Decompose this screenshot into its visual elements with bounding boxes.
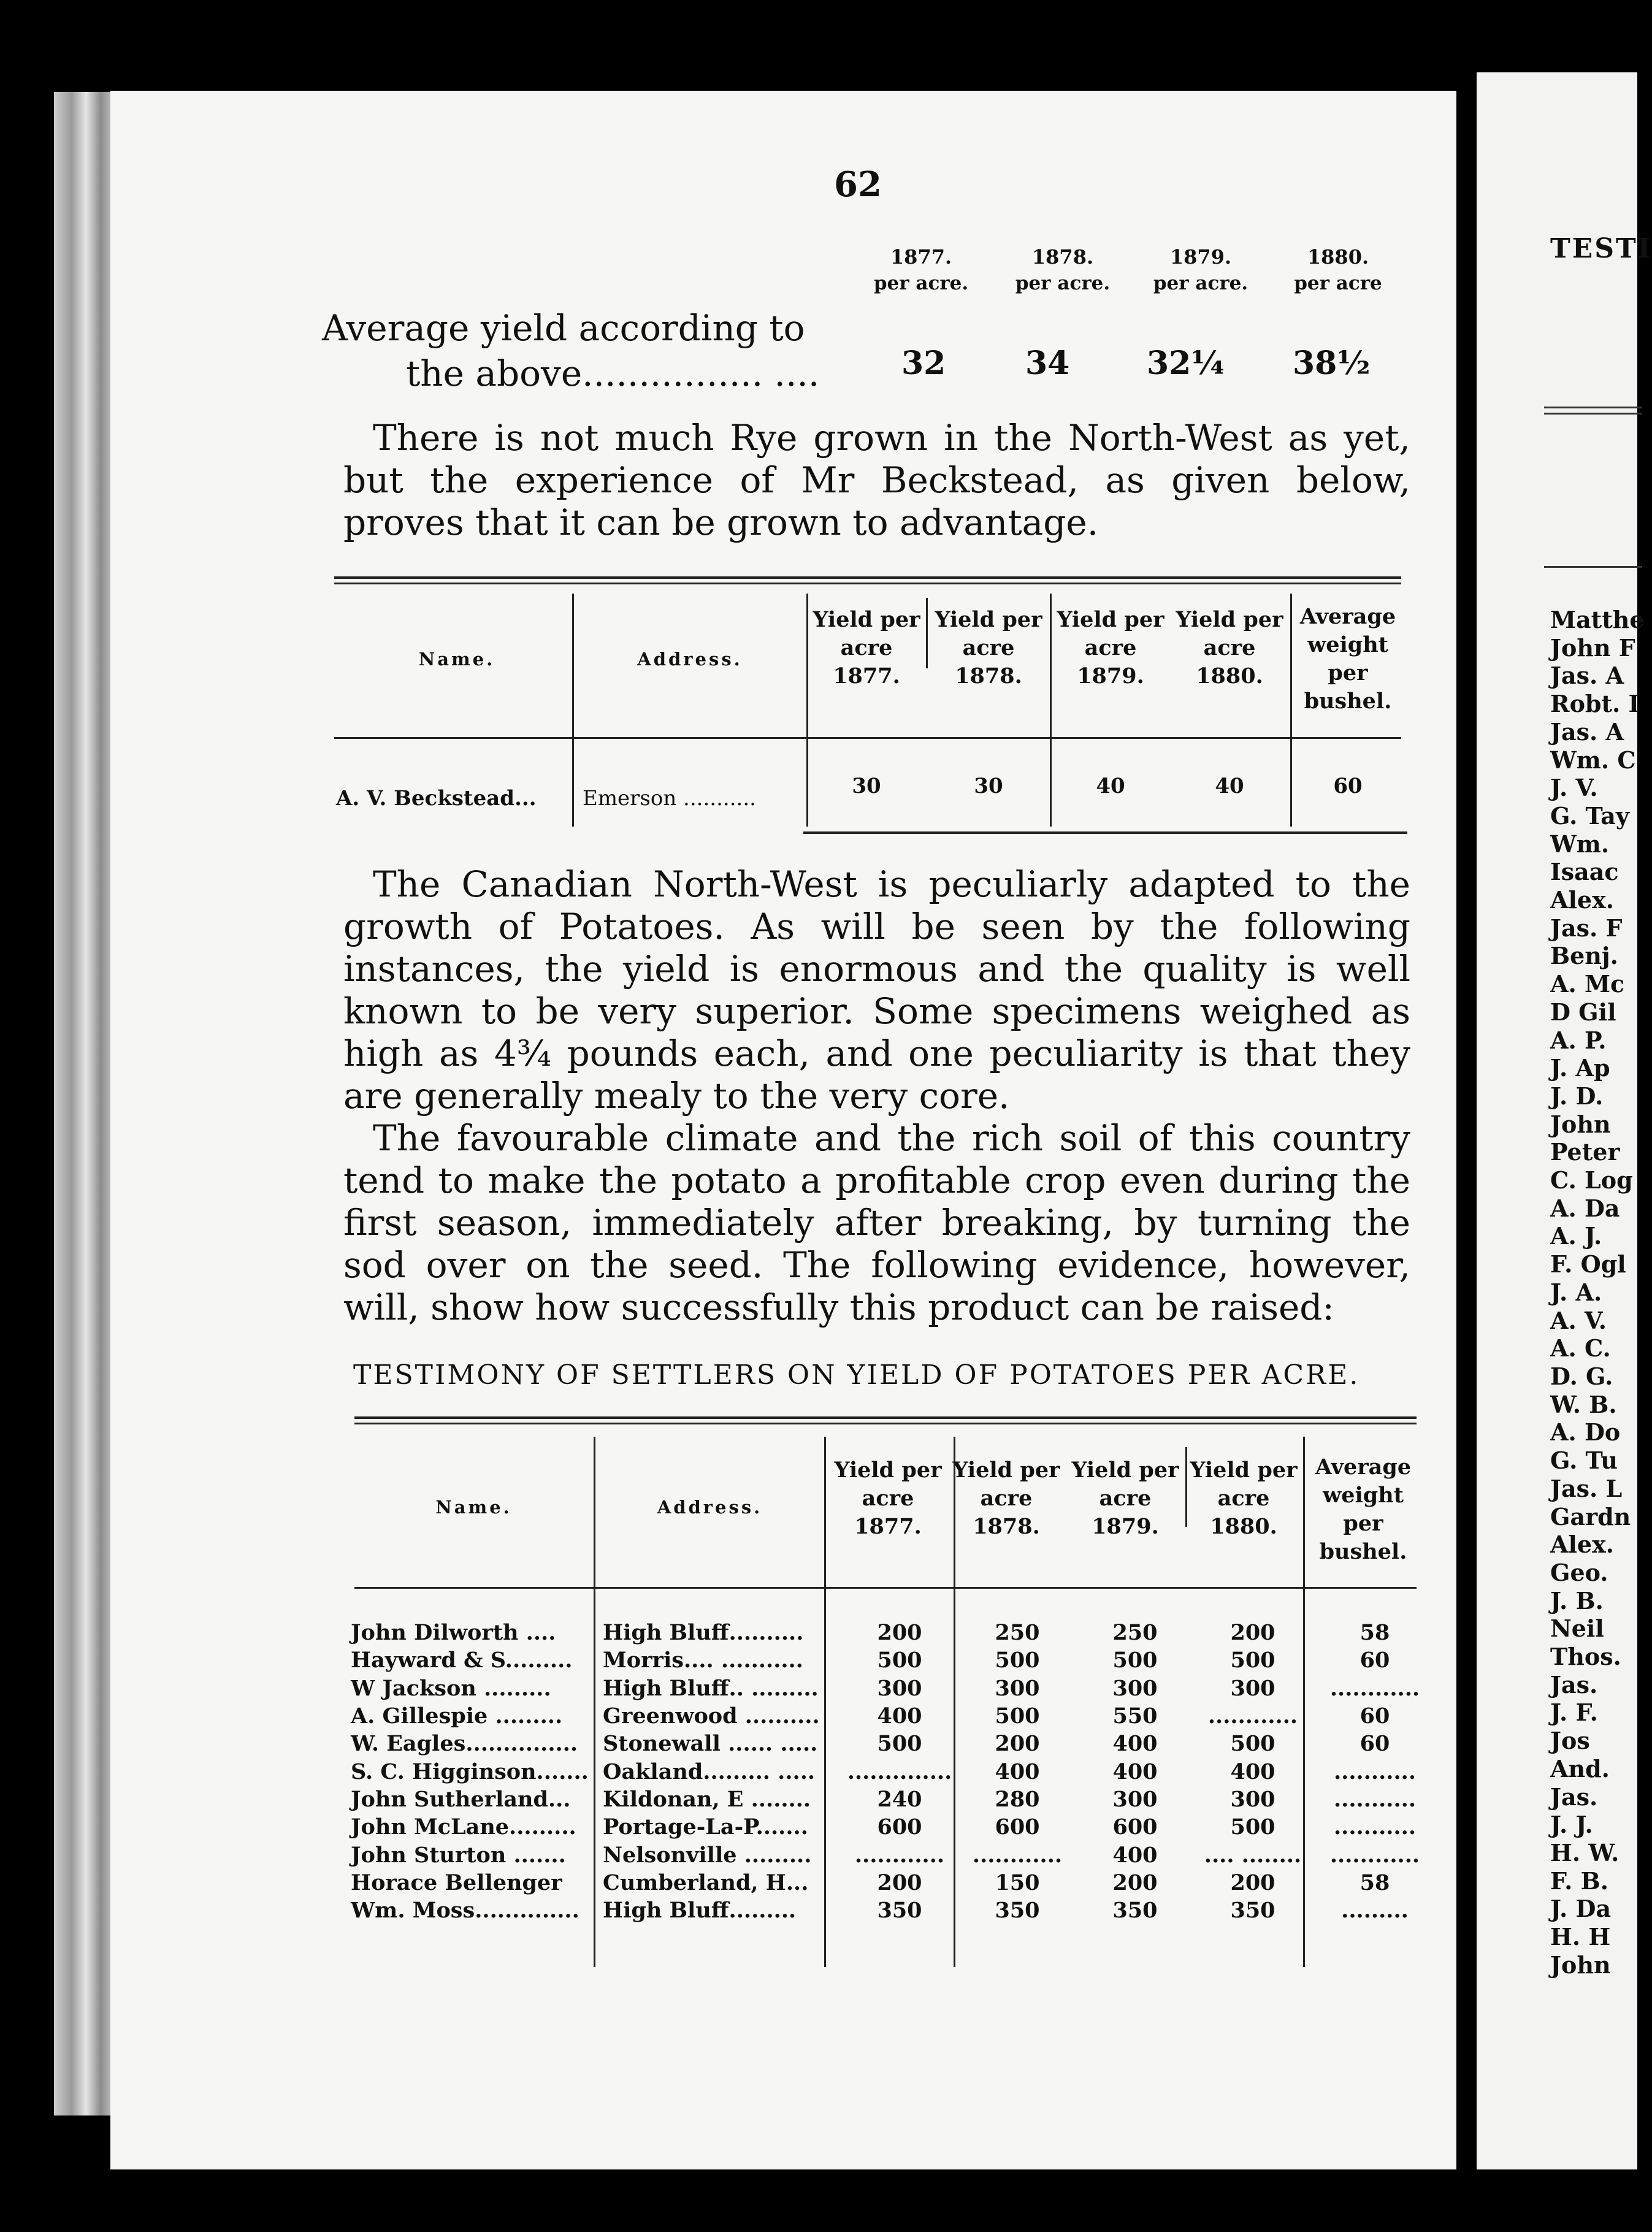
yield-1879: 500 [1112,1648,1158,1673]
weight-per-bushel: ........... [1333,1814,1417,1840]
settler-address: Cumberland, H... [603,1870,809,1895]
next-page-name: A. J. [1550,1222,1602,1250]
yield-1879: 200 [1112,1870,1158,1895]
table-row [351,1646,1438,1674]
settler-name: Hayward & S......... [351,1648,573,1673]
settler-address: Greenwood .......... [603,1703,820,1729]
rye-row-1877: 30 [852,774,881,798]
table-row [351,1675,1438,1702]
next-page-name: Wm. [1550,830,1610,858]
potato-table-top-rule [354,1423,1417,1424]
yield-1880: 500 [1230,1731,1275,1757]
yield-1879: 400 [1112,1759,1158,1784]
potato-header-name: Name. [435,1497,512,1518]
table-row [351,1619,1438,1646]
yield-1880: .... ........ [1204,1842,1302,1868]
page-number: 62 [834,164,882,205]
table-row [351,1757,1438,1785]
settler-name: Horace Bellenger [351,1870,562,1895]
rye-header-1877: Yield per acre 1877. [813,607,920,689]
weight-per-bushel: ......... [1341,1898,1409,1924]
yield-1877: 200 [877,1870,922,1895]
rye-header-weight: Average weight per bushel. [1299,604,1396,714]
next-page-name: J. V. [1550,774,1598,802]
book-spine-edge [54,92,112,2115]
avg-year-1880: 1880. per acre [1294,245,1382,294]
settler-address: Morris.... ........... [603,1648,803,1673]
yield-1880: 350 [1230,1898,1275,1924]
rye-header-1878: Yield per acre 1878. [935,607,1042,689]
rye-row-1878: 30 [974,774,1003,798]
next-page-name: D Gil [1550,998,1616,1026]
rye-header-1880: Yield per acre 1880. [1176,607,1283,689]
next-page-rule [1544,413,1642,415]
potato-header-rule [354,1587,1417,1589]
yield-1880: 300 [1230,1786,1275,1812]
yield-1880: 200 [1230,1870,1275,1895]
yield-1879: 350 [1112,1898,1158,1924]
table-row [351,1897,1438,1924]
next-page-name: J. B. [1550,1586,1604,1615]
table-row [351,1702,1438,1730]
rye-table-top-rule [334,576,1401,579]
yield-1878: 600 [995,1814,1040,1840]
next-page-name: Benj. [1550,942,1618,970]
next-page-name: A. C. [1550,1334,1611,1363]
yield-1878: 400 [995,1759,1040,1784]
rye-header-rule [334,737,1401,739]
rye-row-name: A. V. Beckstead... [336,786,537,811]
rye-row-address: Emerson ........... [583,786,756,811]
yield-1880: 200 [1230,1620,1275,1646]
avg-year-1877: 1877. per acre. [873,245,969,294]
yield-1877: 400 [877,1703,922,1729]
yield-1879: 400 [1112,1842,1158,1868]
yield-1879: 400 [1112,1731,1158,1757]
next-page-name: Robt. I [1550,690,1640,718]
table-row [351,1786,1438,1813]
next-page-name: Jos [1550,1727,1590,1755]
avg-year-1878: 1878. per acre. [1015,245,1111,294]
rye-row-weight: 60 [1333,774,1363,798]
next-page-name: Jas. [1550,1670,1598,1699]
rye-table-bottom-rule [803,831,1407,834]
rye-paragraph: There is not much Rye grown in the North-West as yet, but the experience of Mr Beckstead, as given below, proves that it can be grown to advantage. [343,417,1410,543]
yield-1879: 250 [1112,1620,1158,1646]
avg-value-1878: 34 [1025,345,1070,382]
yield-1877: 300 [877,1675,922,1701]
next-page-fragment [1477,72,1652,2169]
yield-1880: 500 [1230,1648,1275,1673]
yield-1879: 300 [1112,1675,1158,1701]
next-page-name: Peter [1550,1138,1620,1166]
weight-per-bushel: ............ [1329,1675,1420,1701]
potato-section-title: TESTIMONY OF SETTLERS ON YIELD OF POTATOES PER ACRE. [353,1359,1360,1391]
potato-header-1879: Yield per acre 1879. [1071,1458,1179,1539]
next-page-name: J. Ap [1550,1054,1610,1082]
next-page-name: J. D. [1550,1082,1604,1110]
weight-per-bushel: 60 [1359,1703,1390,1729]
next-page-name: A. Mc [1550,970,1625,998]
next-page-name: Neil [1550,1615,1604,1643]
yield-1880: 500 [1230,1814,1275,1840]
weight-per-bushel: ........... [1333,1759,1417,1784]
table-row [351,1730,1438,1757]
avg-value-1877: 32 [901,345,946,382]
rye-table-top-rule [334,583,1401,584]
yield-1878: 250 [995,1620,1040,1646]
table-row [351,1813,1438,1841]
next-page-name: Jas. A [1550,662,1624,690]
weight-per-bushel: 58 [1359,1870,1390,1895]
next-page-name: H. H [1550,1923,1611,1951]
yield-1878: 280 [995,1786,1040,1812]
next-page-name: Gardn [1550,1502,1631,1531]
settler-address: Oakland......... ..... [603,1759,816,1784]
rye-table-column-line [1050,594,1052,827]
next-page-name: Geo. [1550,1558,1608,1586]
rye-header-1879: Yield per acre 1879. [1057,607,1164,689]
potato-table [351,1619,1438,1924]
next-page-name: J. Da [1550,1895,1612,1923]
yield-1878: 150 [995,1870,1040,1895]
next-page-name: Jas. F [1550,914,1623,942]
rye-table-column-line [926,598,928,668]
next-page-name: A. Da [1550,1194,1620,1222]
next-page-name: Jas. A [1550,717,1624,746]
next-page-name: John F [1550,633,1635,662]
table-row [351,1869,1438,1897]
yield-1878: 350 [995,1898,1040,1924]
yield-1877: 500 [877,1648,922,1673]
next-page-name: F. Ogl [1550,1250,1626,1278]
yield-1877: 600 [877,1814,922,1840]
settler-name: John Sutherland... [351,1786,571,1812]
avg-value-1880: 38½ [1293,345,1371,382]
next-page-name: A. Do [1550,1418,1621,1447]
next-page-name: Thos. [1550,1643,1621,1671]
yield-1877: 240 [877,1786,922,1812]
average-yield-label: Average yield according to the above................ .... [322,307,820,394]
potato-header-1878: Yield per acre 1878. [952,1458,1060,1539]
settler-address: Kildonan, E ........ [603,1786,811,1812]
yield-1879: 600 [1112,1814,1158,1840]
settler-address: Stonewall ...... ..... [603,1731,818,1757]
rye-table-column-line [572,594,574,827]
settler-address: High Bluff.......... [603,1620,804,1646]
next-page-heading: TESTI [1550,233,1652,264]
yield-1880: ............ [1207,1703,1298,1729]
next-page-name-list [1550,606,1645,1979]
yield-1879: 550 [1112,1703,1158,1729]
weight-per-bushel: 60 [1359,1731,1390,1757]
next-page-name: F. B. [1550,1867,1608,1895]
potato-header-1877: Yield per acre 1877. [834,1458,942,1539]
yield-1878: ............ [972,1842,1063,1868]
yield-1877: ............ [854,1842,945,1868]
table-row [351,1841,1438,1868]
next-page-name: Wm. C [1550,746,1636,774]
next-page-name: J. F. [1550,1699,1598,1727]
weight-per-bushel: 58 [1359,1620,1390,1646]
next-page-name: John [1550,1951,1611,1979]
next-page-name: G. Tu [1550,1447,1618,1475]
yield-1877: 200 [877,1620,922,1646]
rye-header-address: Address. [637,649,743,670]
next-page-rule [1544,407,1642,408]
potato-header-1880: Yield per acre 1880. [1190,1458,1298,1539]
next-page-name: Isaac [1550,858,1619,886]
settler-name: John Sturton ....... [351,1842,566,1868]
next-page-name: Jas. [1550,1783,1598,1811]
settler-name: S. C. Higginson....... [351,1759,589,1784]
rye-table-column-line [1290,594,1292,827]
next-page-name: H. W. [1550,1838,1619,1867]
next-page-rule [1544,566,1642,568]
next-page-name: And. [1550,1754,1610,1783]
settler-address: Nelsonville ......... [603,1842,812,1868]
yield-1878: 200 [995,1731,1040,1757]
next-page-name: D. G. [1550,1362,1613,1390]
settler-name: John McLane......... [351,1814,576,1840]
next-page-name: A. P. [1550,1026,1607,1054]
yield-1880: 400 [1230,1759,1275,1784]
rye-row-1879: 40 [1096,774,1125,798]
next-page-name: Jas. L [1550,1474,1623,1502]
next-page-name: J. J. [1550,1811,1593,1839]
settler-name: W. Eagles............... [351,1731,578,1757]
potato-header-address: Address. [657,1497,763,1518]
settler-address: Portage-La-P....... [603,1814,808,1840]
yield-1879: 300 [1112,1786,1158,1812]
next-page-name: Matthe [1550,606,1645,633]
weight-per-bushel: ............ [1329,1842,1420,1868]
rye-row-1880: 40 [1215,774,1244,798]
weight-per-bushel: 60 [1359,1648,1390,1673]
weight-per-bushel: ........... [1333,1786,1417,1812]
settler-name: W Jackson ......... [351,1675,551,1701]
next-page-name: John [1550,1110,1611,1138]
next-page-name: J. A. [1550,1278,1602,1306]
settler-name: A. Gillespie ......... [351,1703,563,1729]
potato-table-top-rule [354,1416,1417,1419]
yield-1877: 350 [877,1898,922,1924]
next-page-name: C. Log [1550,1166,1633,1194]
yield-1877: .............. [847,1759,952,1784]
next-page-name: A. V. [1550,1306,1607,1334]
potatoes-paragraph-2: The favourable climate and the rich soil of this country tend to make the potato a profitable crop even during the first season, immediately after breaking, by turning the sod over on the seed. The following evidence, however, will, show how successfully this product can be raised: [343,1117,1410,1328]
yield-1878: 500 [995,1648,1040,1673]
next-page-name: G. Tay [1550,801,1629,830]
yield-1878: 500 [995,1703,1040,1729]
next-page-name: Alex. [1550,1531,1614,1559]
potatoes-paragraph-1: The Canadian North-West is peculiarly adapted to the growth of Potatoes. As will be seen by the following instances, the yield is enormous and the quality is well known to be very superior. Some specimens weighed as high as 4¾ pounds each, and one peculiarity is that they are generally mealy to the very core. [343,863,1410,1117]
avg-value-1879: 32¼ [1147,345,1225,382]
settler-address: High Bluff......... [603,1898,797,1924]
yield-1877: 500 [877,1731,922,1757]
settler-address: High Bluff.. ......... [603,1675,819,1701]
avg-year-1879: 1879. per acre. [1153,245,1249,294]
next-page-name: Alex. [1550,886,1614,914]
rye-header-name: Name. [418,649,495,670]
yield-1878: 300 [995,1675,1040,1701]
settler-name: Wm. Moss.............. [351,1898,579,1924]
settler-name: John Dilworth .... [351,1620,556,1646]
potato-header-weight: Average weight per bushel. [1315,1454,1412,1564]
next-page-name: W. B. [1550,1390,1617,1418]
yield-1880: 300 [1230,1675,1275,1701]
